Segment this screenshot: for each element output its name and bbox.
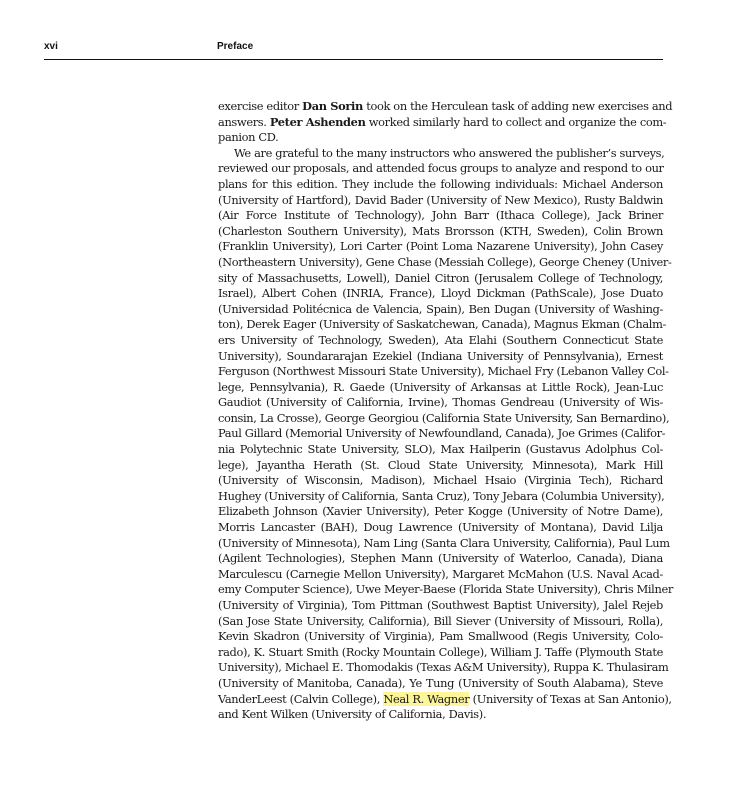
body-text	[218, 99, 673, 723]
text-line: University), Michael E. Thomodakis (Texas A&M University), Ruppa K. Thulasiram	[218, 660, 669, 675]
paragraph-1	[218, 99, 673, 146]
highlighted-name: Neal R. Wagner	[383, 691, 470, 706]
text-line: reviewed our proposals, and attended focus groups to analyze and respond to our	[218, 161, 664, 176]
text-line: rado), K. Stuart Smith (Rocky Mountain College), William J. Taffe (Plymouth State	[218, 644, 663, 659]
text-line: and Kent Wilken (University of California, Davis).	[218, 707, 487, 722]
text-line: VanderLeest (Calvin College), Neal R. Wagner (University of Texas at San Antonio),	[218, 691, 672, 706]
name-peter-ashenden: Peter Ashenden	[269, 114, 366, 129]
text-line: answers. Peter Ashenden worked similarly hard to collect and organize the com-	[218, 114, 667, 129]
text-line: Elizabeth Johnson (Xavier University), Peter Kogge (University of Notre Dame),	[218, 504, 663, 519]
text-line: Marculescu (Carnegie Mellon University), Margaret McMahon (U.S. Naval Acad-	[218, 566, 663, 581]
text-line: ers University of Technology, Sweden), Ata Elahi (Southern Connecticut State	[218, 332, 663, 347]
text-line: sity of Massachusetts, Lowell), Daniel Citron (Jerusalem College of Technology,	[218, 270, 663, 285]
text-line: Paul Gillard (Memorial University of Newfoundland, Canada), Joe Grimes (Califor-	[218, 426, 666, 441]
text-line: (Charleston Southern University), Mats Brorsson (KTH, Sweden), Colin Brown	[218, 223, 663, 238]
page-header	[44, 39, 663, 60]
text-line: (Agilent Technologies), Stephen Mann (University of Waterloo, Canada), Diana	[218, 551, 663, 566]
text-line: (University of Manitoba, Canada), Ye Tung (University of South Alabama), Steve	[218, 675, 663, 690]
text-line: (University of Wisconsin, Madison), Michael Hsaio (Virginia Tech), Richard	[218, 473, 663, 488]
text-line: (Universidad Politécnica de Valencia, Spain), Ben Dugan (University of Washing-	[218, 301, 663, 316]
text-line: Ferguson (Northwest Missouri State University), Michael Fry (Lebanon Valley Col-	[218, 364, 669, 379]
text-line: (University of Hartford), David Bader (University of New Mexico), Rusty Baldwin	[218, 192, 663, 207]
text-line: ton), Derek Eager (University of Saskatchewan, Canada), Magnus Ekman (Chalm-	[218, 317, 667, 332]
text-line: consin, La Crosse), George Georgiou (California State University, San Bernardino),	[218, 410, 670, 425]
running-head: Preface	[217, 41, 254, 52]
name-dan-sorin: Dan Sorin	[302, 99, 363, 113]
text-line: panion CD.	[218, 130, 279, 145]
text-line: University), Soundararajan Ezekiel (Indiana University of Pennsylvania), Ernest	[218, 348, 663, 363]
text-line: (Northeastern University), Gene Chase (Messiah College), George Cheney (Univer-	[218, 254, 672, 269]
text-line: emy Computer Science), Uwe Meyer-Baese (Florida State University), Chris Milner	[218, 582, 673, 597]
text-line: exercise editor Dan Sorin took on the Herculean task of adding new exercises and	[218, 99, 673, 113]
text-line: lege, Pennsylvania), R. Gaede (University of Arkansas at Little Rock), Jean-Luc	[218, 379, 663, 394]
page-number: xvi	[44, 41, 58, 52]
paragraph-2	[218, 145, 673, 723]
text-line: plans for this edition. They include the following individuals: Michael Anderson	[218, 176, 663, 191]
text-line: (University of Virginia), Tom Pittman (Southwest Baptist University), Jalel Rejeb	[218, 598, 663, 612]
text-line: lege), Jayantha Herath (St. Cloud State University, Minnesota), Mark Hill	[218, 457, 663, 472]
text-line: nia Polytechnic State University, SLO), Max Hailperin (Gustavus Adolphus Col-	[218, 442, 663, 457]
text-line: Morris Lancaster (BAH), Doug Lawrence (University of Montana), David Lilja	[218, 520, 663, 535]
text-line: Israel), Albert Cohen (INRIA, France), Lloyd Dickman (PathScale), Jose Duato	[218, 286, 663, 301]
text-line: Kevin Skadron (University of Virginia), Pam Smallwood (Regis University, Colo-	[218, 629, 663, 644]
text-line: Gaudiot (University of California, Irvine), Thomas Gendreau (University of Wis-	[218, 395, 663, 410]
text-line: (Air Force Institute of Technology), John Barr (Ithaca College), Jack Briner	[218, 208, 663, 223]
text-line: (University of Minnesota), Nam Ling (Santa Clara University, California), Paul Lum	[218, 535, 670, 550]
text-line: (Franklin University), Lori Carter (Point Loma Nazarene University), John Casey	[218, 239, 663, 254]
text-line: Hughey (University of California, Santa Cruz), Tony Jebara (Columbia University),	[218, 488, 665, 503]
text-line: We are grateful to the many instructors who answered the publisher’s surveys,	[234, 145, 665, 160]
text-line: (San Jose State University, California), Bill Siever (University of Missouri, Rolla),	[218, 613, 663, 628]
